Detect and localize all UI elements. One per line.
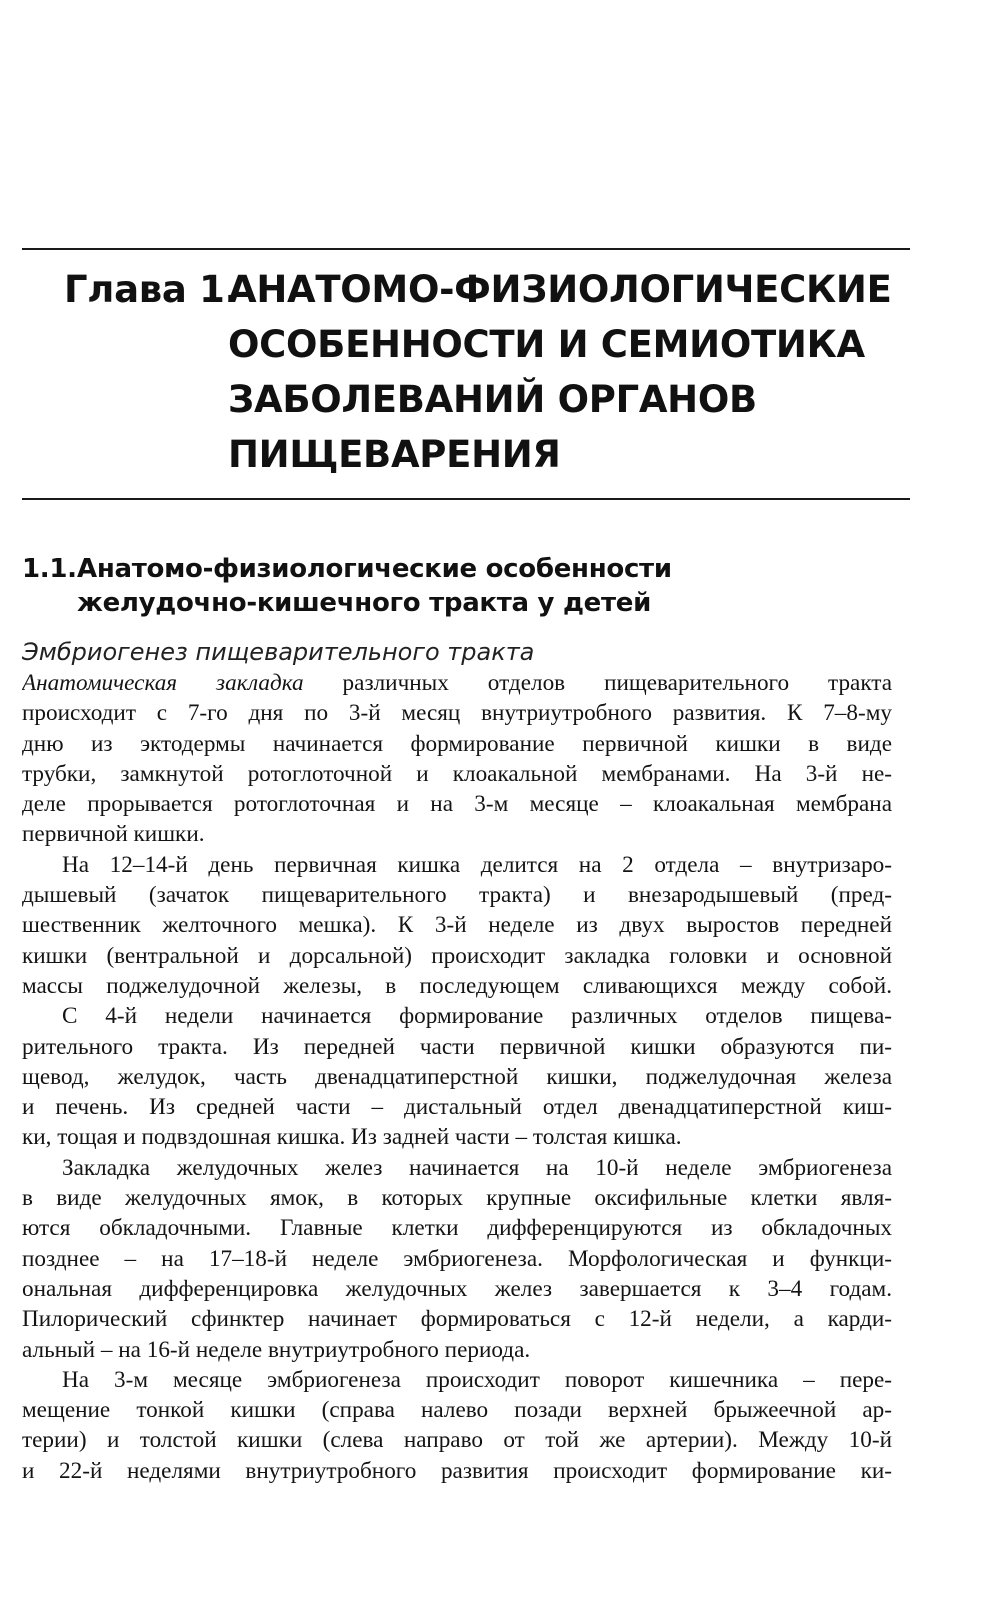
text-line: С 4-й недели начинается формирование различных отделов пищева- <box>62 1003 892 1030</box>
text-line: и печень. Из средней части – дистальный отдел двенадцатиперстной киш- <box>22 1094 892 1121</box>
section-title-line: Анатомо-физиологические особенности <box>77 554 672 584</box>
text-line: Закладка желудочных желез начинается на 10-й неделе эмбриогенеза <box>62 1154 892 1181</box>
text-line: дышевый (зачаток пищеварительного тракта) и внезародышевый (пред- <box>22 882 892 909</box>
subheading: Эмбриогенез пищеварительного тракта <box>22 638 535 666</box>
text-line: шественник желточного мешка). К 3-й неделе из двух выростов передней <box>22 912 892 939</box>
text-line: На 3-м месяце эмбриогенеза происходит поворот кишечника – пере- <box>62 1366 892 1393</box>
chapter-label: Глава 1. <box>64 268 239 311</box>
text-line: и 22-й неделями внутриутробного развития происходит формирование ки- <box>22 1457 892 1484</box>
text-line: щевод, желудок, часть двенадцатиперстной кишки, поджелудочная железа <box>22 1063 892 1090</box>
text-line: мещение тонкой кишки (справа налево позади верхней брыжеечной ар- <box>22 1397 892 1424</box>
text-line: терии) и толстой кишки (слева направо от той же артерии). Между 10-й <box>22 1427 892 1454</box>
text-line: альный – на 16-й неделе внутриутробного периода. <box>22 1336 531 1363</box>
chapter-title-line: ОСОБЕННОСТИ И СЕМИОТИКА <box>228 323 865 366</box>
italic-term: Анатомическая закладка <box>22 670 304 696</box>
chapter-title-line: ПИЩЕВАРЕНИЯ <box>228 433 561 476</box>
section-title-line: желудочно-кишечного тракта у детей <box>77 588 652 618</box>
chapter-title <box>228 262 918 482</box>
text-line: ональная дифференцировка желудочных желез завершается к 3–4 годам. <box>22 1275 892 1302</box>
text-line: массы поджелудочной железы, в последующем сливающихся между собой. <box>22 972 892 999</box>
text-line: первичной кишки. <box>22 821 205 848</box>
text-line: На 12–14-й день первичная кишка делится на 2 отдела – внутризаро- <box>62 851 892 878</box>
text-line: Анатомическая закладка различных отделов пищеварительного тракта <box>22 670 892 696</box>
body-text <box>22 668 892 1486</box>
text-line: деле прорывается ротоглоточная и на 3-м месяце – клоакальная мембрана <box>22 791 892 818</box>
text-line: позднее – на 17–18-й неделе эмбриогенеза. Морфологическая и функци- <box>22 1245 892 1272</box>
text-line: кишки (вентральной и дорсальной) происходит закладка головки и основной <box>22 942 892 969</box>
text-line: Пилорический сфинктер начинает формироваться с 12-й недели, а карди- <box>22 1306 892 1333</box>
text-line: происходит с 7-го дня по 3-й месяц внутриутробного развития. К 7–8-му <box>22 700 892 727</box>
text-line: ки, тощая и подвздошная кишка. Из задней части – толстая кишка. <box>22 1124 682 1151</box>
text-line: рительного тракта. Из передней части первичной кишки образуются пи- <box>22 1033 892 1060</box>
text-line: в виде желудочных ямок, в которых крупные оксифильные клетки явля- <box>22 1185 892 1212</box>
chapter-top-rule <box>22 248 910 250</box>
text-line: трубки, замкнутой ротоглоточной и клоакальной мембранами. На 3-й не- <box>22 760 892 787</box>
text-line: дню из эктодермы начинается формирование первичной кишки в виде <box>22 730 892 757</box>
section-number: 1.1. <box>22 554 77 584</box>
chapter-title-line: АНАТОМО-ФИЗИОЛОГИЧЕСКИЕ <box>228 268 892 311</box>
chapter-title-line: ЗАБОЛЕВАНИЙ ОРГАНОВ <box>228 378 757 421</box>
chapter-bottom-rule <box>22 498 910 500</box>
text-line: ются обкладочными. Главные клетки дифференцируются из обкладочных <box>22 1215 892 1242</box>
